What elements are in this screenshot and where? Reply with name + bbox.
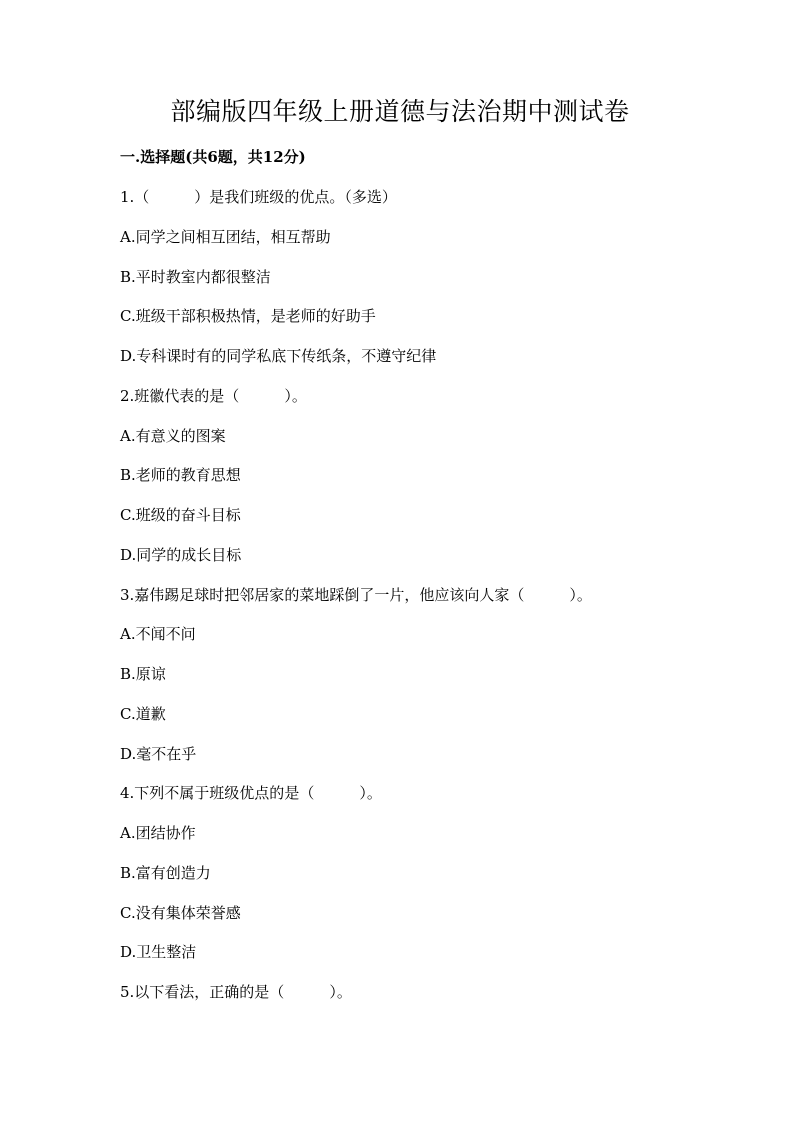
question-3-option-d: D.毫不在乎: [120, 744, 197, 763]
question-4-option-d: D.卫生整洁: [120, 943, 197, 962]
question-3-option-a: A.不闻不问: [120, 625, 196, 644]
question-2-option-a: A.有意义的图案: [120, 426, 226, 445]
question-1-option-a: A.同学之间相互团结，相互帮助: [120, 227, 331, 246]
question-1-option-b: B.平时教室内都很整洁: [120, 267, 271, 286]
question-3-option-b: B.原谅: [120, 665, 166, 683]
question-2-option-c: C.班级的奋斗目标: [120, 506, 241, 524]
section-header: 一.选择题(共6题，共12分): [120, 148, 306, 166]
page-title: 部编版四年级上册道德与法治期中测试卷: [170, 97, 630, 126]
question-4-stem: 4.下列不属于班级优点的是（ ）。: [120, 784, 382, 803]
question-3-option-c: C.道歉: [120, 704, 166, 723]
question-4-option-a: A.团结协作: [120, 824, 196, 842]
question-2-stem: 2.班徽代表的是（ ）。: [120, 386, 307, 405]
question-4-option-c: C.没有集体荣誉感: [120, 903, 241, 922]
question-1-stem: 1.（ ）是我们班级的优点。（多选）: [120, 188, 397, 206]
question-list: [120, 185, 760, 1020]
question-1-option-c: C.班级干部积极热情，是老师的好助手: [120, 307, 376, 326]
question-3-stem: 3.嘉伟踢足球时把邻居家的菜地踩倒了一片，他应该向人家（ ）。: [120, 585, 592, 604]
question-4-option-b: B.富有创造力: [120, 863, 211, 882]
question-2-option-d: D.同学的成长目标: [120, 545, 242, 564]
question-1-option-d: D.专科课时有的同学私底下传纸条，不遵守纪律: [120, 347, 437, 365]
question-5-stem: 5.以下看法，正确的是（ ）。: [120, 983, 352, 1001]
question-2-option-b: B.老师的教育思想: [120, 466, 241, 485]
